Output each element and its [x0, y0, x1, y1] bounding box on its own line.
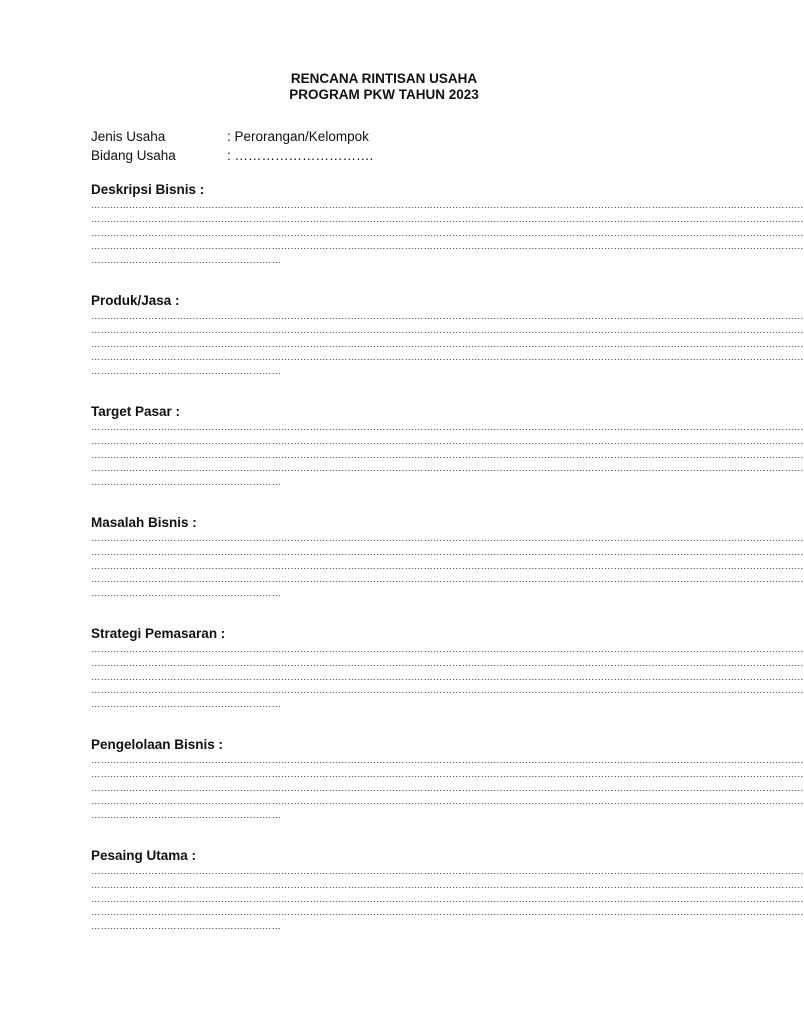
- dotted-fill-line[interactable]: ………………………………………………………………………………………………………………………………………………………………………………………………………: [91, 213, 804, 225]
- section-title: Strategi Pemasaran :: [91, 626, 226, 641]
- dotted-fill-line[interactable]: ………………………………………………………………………………………………………………………………………………………………………………………………………: [91, 324, 804, 336]
- section-produk-jasa: [91, 292, 804, 379]
- dotted-fill-line[interactable]: ………………………………………………………………………………………………………………………………………………………………………………………………………: [91, 560, 804, 572]
- dotted-fill-line[interactable]: ………………………………………………………………………………………………………………………………………………………………………………………………………: [91, 644, 804, 655]
- section-title: Pengelolaan Bisnis :: [91, 737, 224, 752]
- dotted-fill-line[interactable]: ………………………………………………………………………………………………………………………………………………………………………………………………………: [91, 574, 804, 586]
- dotted-fill-line[interactable]: ………………………………………………………………………………………………………………………………………………………………………………………………………: [91, 546, 804, 558]
- section-title: Target Pasar :: [91, 404, 181, 419]
- dotted-fill-line[interactable]: ……………………………………………………: [91, 810, 281, 822]
- dotted-fill-line[interactable]: ………………………………………………………………………………………………………………………………………………………………………………………………………: [91, 200, 804, 211]
- dotted-fill-line[interactable]: ………………………………………………………………………………………………………………………………………………………………………………………………………: [91, 879, 804, 891]
- dotted-fill-line[interactable]: ………………………………………………………………………………………………………………………………………………………………………………………………………: [91, 671, 804, 683]
- dotted-fill-line[interactable]: ………………………………………………………………………………………………………………………………………………………………………………………………………: [91, 866, 804, 877]
- dotted-fill-line[interactable]: ………………………………………………………………………………………………………………………………………………………………………………………………………: [91, 685, 804, 697]
- dotted-fill-line[interactable]: ………………………………………………………………………………………………………………………………………………………………………………………………………: [91, 768, 804, 780]
- document-title-line-1: RENCANA RINTISAN USAHA: [290, 71, 478, 86]
- dotted-fill-line[interactable]: ………………………………………………………………………………………………………………………………………………………………………………………………………: [91, 338, 804, 350]
- section-strategi-pemasaran: [91, 625, 804, 712]
- section-deskripsi-bisnis: [91, 181, 804, 268]
- dotted-fill-line[interactable]: ……………………………………………………: [91, 255, 281, 267]
- dotted-fill-line[interactable]: ………………………………………………………………………………………………………………………………………………………………………………………………………: [91, 449, 804, 461]
- dotted-fill-line[interactable]: ………………………………………………………………………………………………………………………………………………………………………………………………………: [91, 907, 804, 919]
- dotted-fill-line[interactable]: ……………………………………………………: [91, 477, 281, 489]
- dotted-fill-line[interactable]: ……………………………………………………: [91, 366, 281, 378]
- dotted-fill-line[interactable]: ………………………………………………………………………………………………………………………………………………………………………………………………………: [91, 435, 804, 447]
- section-masalah-bisnis: [91, 514, 804, 601]
- dotted-fill-line[interactable]: ………………………………………………………………………………………………………………………………………………………………………………………………………: [91, 241, 804, 253]
- section-target-pasar: [91, 403, 804, 490]
- dotted-fill-line[interactable]: ……………………………………………………: [91, 588, 281, 600]
- field-label: Bidang Usaha: [91, 148, 176, 163]
- dotted-fill-line[interactable]: ……………………………………………………: [91, 921, 281, 933]
- dotted-fill-line[interactable]: ………………………………………………………………………………………………………………………………………………………………………………………………………: [91, 533, 804, 544]
- dotted-fill-line[interactable]: ………………………………………………………………………………………………………………………………………………………………………………………………………: [91, 796, 804, 808]
- section-title: Pesaing Utama :: [91, 848, 197, 863]
- dotted-fill-line[interactable]: ……………………………………………………: [91, 699, 281, 711]
- field-value: : ………………………….: [227, 148, 374, 163]
- dotted-fill-line[interactable]: ………………………………………………………………………………………………………………………………………………………………………………………………………: [91, 657, 804, 669]
- dotted-fill-line[interactable]: ………………………………………………………………………………………………………………………………………………………………………………………………………: [91, 422, 804, 433]
- dotted-fill-line[interactable]: ………………………………………………………………………………………………………………………………………………………………………………………………………: [91, 463, 804, 475]
- dotted-fill-line[interactable]: ………………………………………………………………………………………………………………………………………………………………………………………………………: [91, 893, 804, 905]
- section-pesaing-utama: [91, 847, 804, 934]
- dotted-fill-line[interactable]: ………………………………………………………………………………………………………………………………………………………………………………………………………: [91, 311, 804, 322]
- field-jenis-usaha: [91, 128, 369, 146]
- dotted-fill-line[interactable]: ………………………………………………………………………………………………………………………………………………………………………………………………………: [91, 755, 804, 766]
- field-label: Jenis Usaha: [91, 129, 166, 144]
- field-bidang-usaha: [91, 147, 373, 165]
- dotted-fill-line[interactable]: ………………………………………………………………………………………………………………………………………………………………………………………………………: [91, 227, 804, 239]
- document-title-line-2: PROGRAM PKW TAHUN 2023: [289, 87, 479, 102]
- dotted-fill-line[interactable]: ………………………………………………………………………………………………………………………………………………………………………………………………………: [91, 782, 804, 794]
- section-title: Deskripsi Bisnis :: [91, 182, 205, 197]
- section-title: Produk/Jasa :: [91, 293, 180, 308]
- field-value: : Perorangan/Kelompok: [227, 129, 369, 144]
- section-title: Masalah Bisnis :: [91, 515, 197, 530]
- section-pengelolaan-bisnis: [91, 736, 804, 823]
- dotted-fill-line[interactable]: ………………………………………………………………………………………………………………………………………………………………………………………………………: [91, 352, 804, 364]
